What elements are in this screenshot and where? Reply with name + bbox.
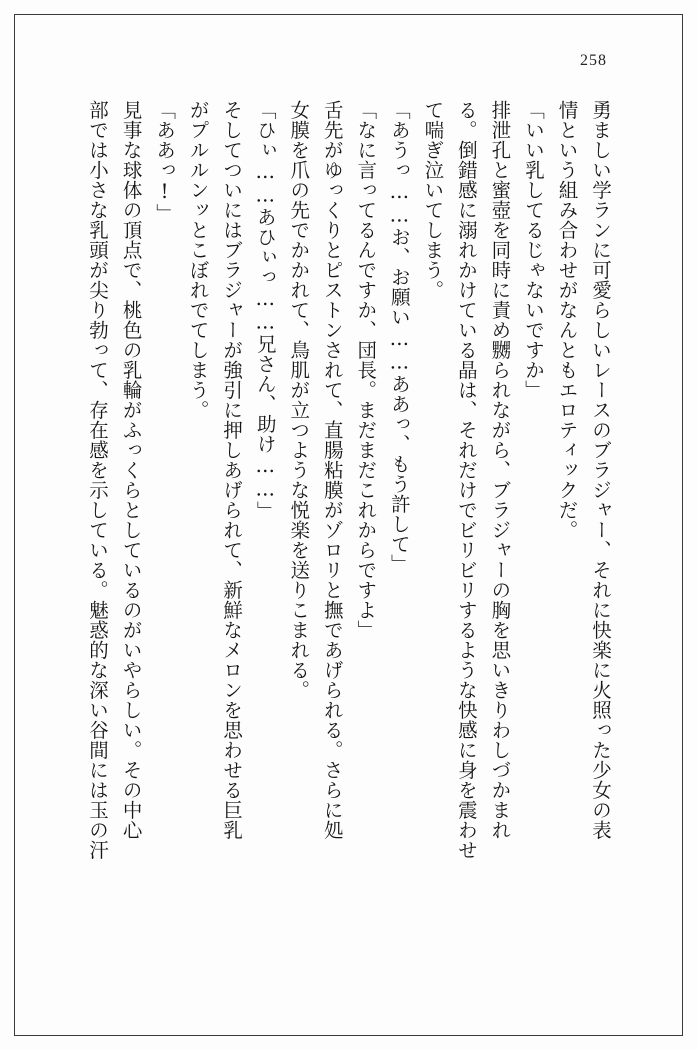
paragraph: 「いい乳してるじゃないですか」 — [521, 100, 545, 400]
paragraph: 「ひぃ……あひぃっ……兄さん、助け……」 — [253, 100, 277, 521]
paragraph: 部では小さな乳頭が尖り勃って、存在感を示している。魅惑的な深い谷間には玉の汗 — [86, 100, 110, 860]
vertical-body-text — [48, 100, 617, 1010]
paragraph: 「なに言ってるんですか、団長。まだまだこれからですよ」 — [354, 100, 378, 640]
page-number: 258 — [580, 52, 607, 69]
paragraph: て喘ぎ泣いてしまう。 — [421, 100, 445, 300]
paragraph: 女膜を爪の先でかかれて、鳥肌が立つような悦楽を送りこまれる。 — [287, 100, 311, 700]
paragraph: 排泄孔と蜜壺を同時に責め嬲られながら、ブラジャーの胸を思いきりわしづかまれ — [488, 100, 512, 840]
paragraph: がプルルンッとこぼれでてしまう。 — [186, 100, 210, 420]
paragraph: る。倒錯感に溺れかけている晶は、それだけでビリビリするような快感に身を震わせ — [454, 100, 478, 860]
paragraph: 舌先がゆっくりとピストンされて、直腸粘膜がゾロリと撫であげられる。さらに処 — [320, 100, 344, 840]
paragraph: 情という組み合わせがなんともエロティックだ。 — [555, 100, 579, 540]
paragraph: そしてついにはブラジャーが強引に押しあげられて、新鮮なメロンを思わせる巨乳 — [220, 100, 244, 840]
paragraph: 「あうっ……お、お願い……ああっ、もう許して」 — [387, 100, 411, 574]
paragraph: 見事な球体の頂点で、桃色の乳輪がふっくらとしているのがいやらしい。その中心 — [119, 100, 143, 840]
paragraph: 「ああっ!」 — [153, 100, 177, 224]
paragraph: 勇ましい学ランに可愛らしいレースのブラジャー、それに快楽に火照った少女の表 — [589, 100, 612, 840]
